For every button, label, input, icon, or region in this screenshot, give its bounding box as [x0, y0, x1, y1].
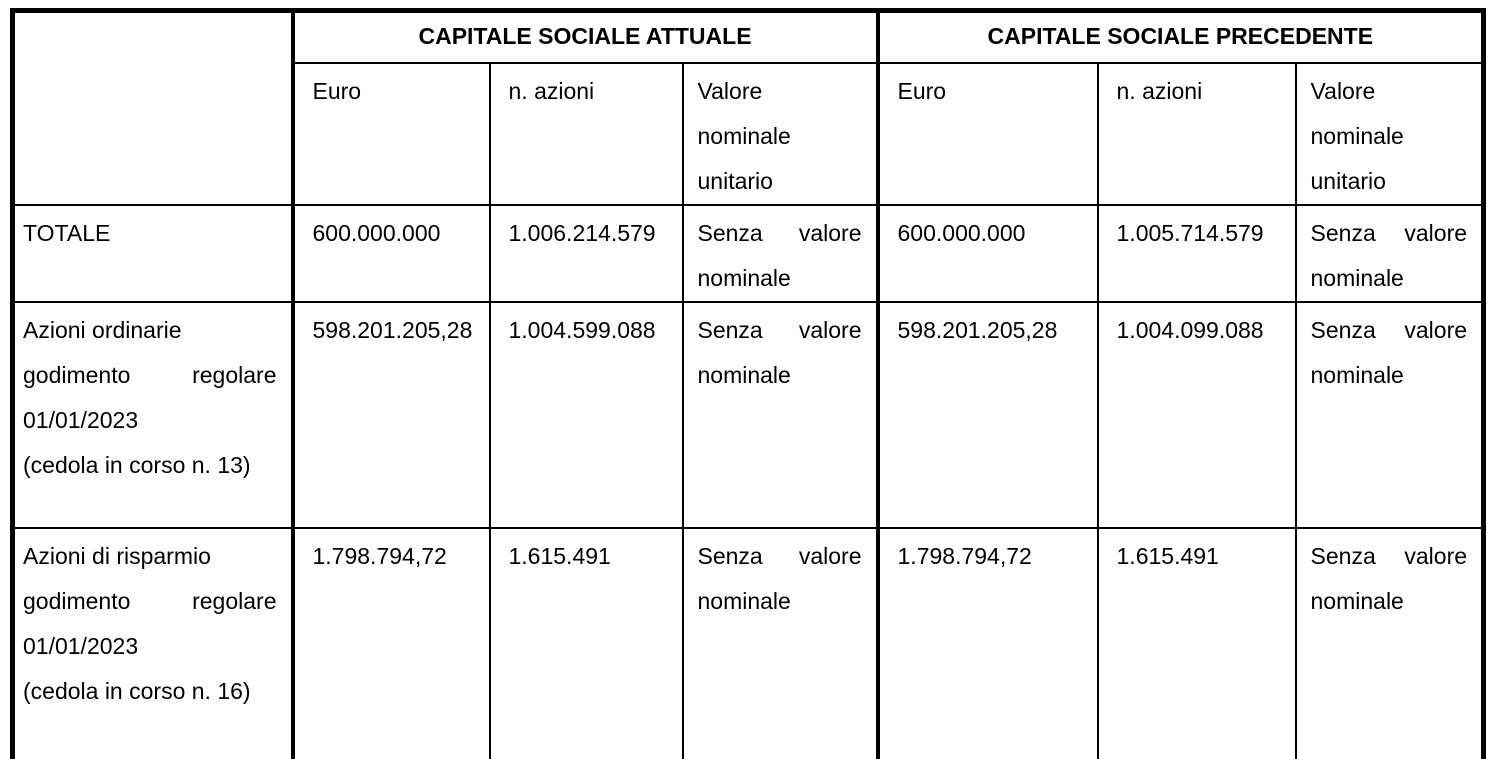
word-senza: Senza — [1310, 219, 1376, 246]
cell-totale-precedente-euro: 600.000.000 — [878, 205, 1098, 302]
word-nominale: nominale — [1310, 264, 1404, 291]
header-capitale-sociale-attuale: CAPITALE SOCIALE ATTUALE — [293, 11, 878, 63]
ordinarie-label-line-3: 01/01/2023 — [23, 406, 139, 433]
word-regolare: regolare — [192, 587, 277, 614]
risparmio-label-line-1: Azioni di risparmio — [23, 542, 211, 569]
cell-totale-attuale-azioni: 1.006.214.579 — [490, 205, 683, 302]
valore-line-3: unitario — [697, 167, 773, 194]
row-azioni-risparmio — [13, 528, 1484, 759]
colheader-valore-attuale — [683, 63, 878, 205]
cell-ordinarie-precedente-azioni: 1.004.099.088 — [1098, 302, 1296, 528]
cell-risparmio-label — [13, 528, 293, 759]
senza-valore-line — [698, 211, 862, 256]
word-nominale: nominale — [697, 264, 791, 291]
word-nominale: nominale — [697, 361, 791, 388]
ordinarie-label-line-4: (cedola in corso n. 13) — [23, 451, 251, 478]
colheader-valore-precedente — [1296, 63, 1484, 205]
cell-risparmio-attuale-valore — [683, 528, 878, 759]
group-header-row — [13, 11, 1484, 63]
word-valore: valore — [1404, 316, 1468, 343]
word-valore: valore — [1404, 219, 1468, 246]
word-senza: Senza — [1310, 542, 1376, 569]
risparmio-label-line-3: 01/01/2023 — [23, 632, 139, 659]
risparmio-label-line-2 — [23, 579, 277, 624]
cell-risparmio-attuale-euro: 1.798.794,72 — [293, 528, 490, 759]
valore-line-3: unitario — [1310, 167, 1386, 194]
ordinarie-label-line-2 — [23, 353, 277, 398]
cell-totale-precedente-valore — [1296, 205, 1484, 302]
header-capitale-sociale-precedente: CAPITALE SOCIALE PRECEDENTE — [878, 11, 1484, 63]
word-senza: Senza — [697, 219, 763, 246]
colheader-euro-attuale: Euro — [293, 63, 490, 205]
cell-ordinarie-precedente-valore — [1296, 302, 1484, 528]
row-azioni-ordinarie — [13, 302, 1484, 528]
row-totale — [13, 205, 1484, 302]
share-capital-table — [10, 8, 1486, 759]
word-senza: Senza — [1310, 316, 1376, 343]
valore-line-2: nominale — [697, 122, 791, 149]
word-nominale: nominale — [1310, 587, 1404, 614]
word-nominale: nominale — [697, 587, 791, 614]
word-senza: Senza — [697, 542, 763, 569]
cell-ordinarie-attuale-euro: 598.201.205,28 — [293, 302, 490, 528]
word-valore: valore — [1404, 542, 1468, 569]
word-valore: valore — [798, 219, 862, 246]
colheader-euro-precedente: Euro — [878, 63, 1098, 205]
cell-totale-label: TOTALE — [13, 205, 293, 302]
colheader-azioni-attuale: n. azioni — [490, 63, 683, 205]
senza-valore-line — [698, 534, 862, 579]
valore-line-1: Valore — [1310, 77, 1376, 104]
senza-valore-line — [1311, 534, 1468, 579]
valore-line-1: Valore — [697, 77, 763, 104]
cell-ordinarie-precedente-euro: 598.201.205,28 — [878, 302, 1098, 528]
word-godimento: godimento — [23, 361, 131, 388]
cell-risparmio-precedente-euro: 1.798.794,72 — [878, 528, 1098, 759]
cell-ordinarie-label — [13, 302, 293, 528]
cell-totale-attuale-euro: 600.000.000 — [293, 205, 490, 302]
word-senza: Senza — [697, 316, 763, 343]
senza-valore-line — [1311, 211, 1468, 256]
cell-totale-attuale-valore — [683, 205, 878, 302]
colheader-azioni-precedente: n. azioni — [1098, 63, 1296, 205]
cell-risparmio-precedente-azioni: 1.615.491 — [1098, 528, 1296, 759]
word-nominale: nominale — [1310, 361, 1404, 388]
cell-ordinarie-attuale-azioni: 1.004.599.088 — [490, 302, 683, 528]
cell-totale-precedente-azioni: 1.005.714.579 — [1098, 205, 1296, 302]
corner-empty-cell — [13, 11, 293, 205]
word-regolare: regolare — [192, 361, 277, 388]
ordinarie-label-line-1: Azioni ordinarie — [23, 316, 182, 343]
senza-valore-line — [698, 308, 862, 353]
senza-valore-line — [1311, 308, 1468, 353]
word-valore: valore — [798, 316, 862, 343]
cell-risparmio-attuale-azioni: 1.615.491 — [490, 528, 683, 759]
valore-line-2: nominale — [1310, 122, 1404, 149]
cell-ordinarie-attuale-valore — [683, 302, 878, 528]
word-godimento: godimento — [23, 587, 131, 614]
word-valore: valore — [798, 542, 862, 569]
cell-risparmio-precedente-valore — [1296, 528, 1484, 759]
risparmio-label-line-4: (cedola in corso n. 16) — [23, 677, 251, 704]
